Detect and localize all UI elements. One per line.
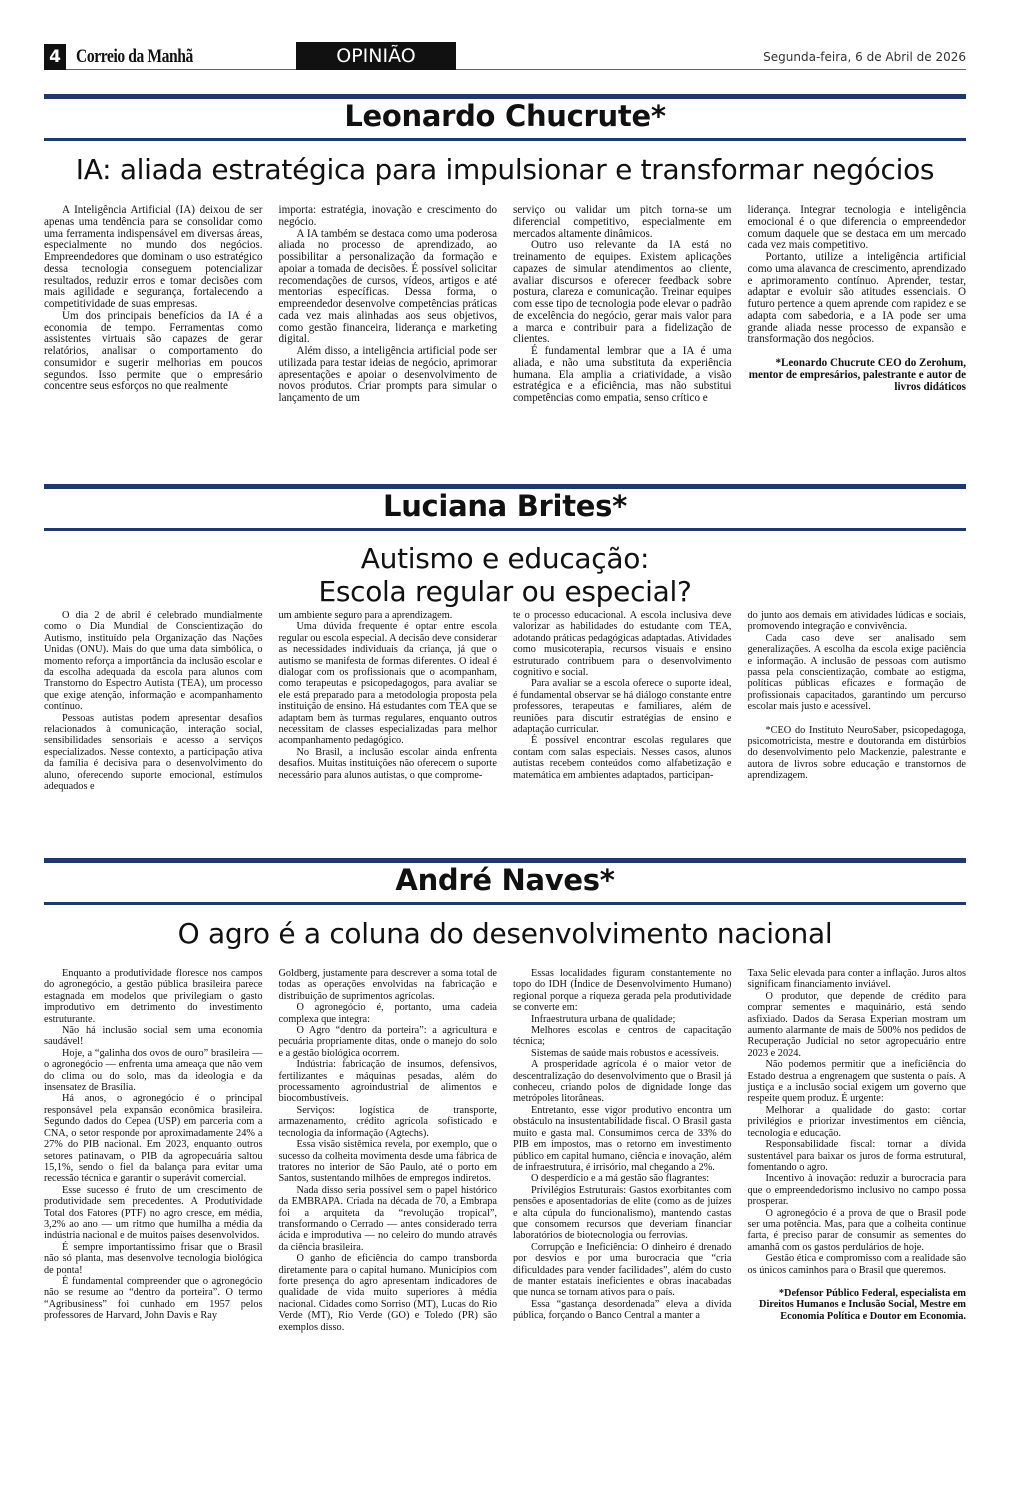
paragraph: Gestão ética e compromisso com a realidade são os únicos caminhos para o Brasil que queremos.	[747, 1253, 966, 1276]
column	[279, 968, 498, 1333]
divider	[44, 528, 966, 531]
paragraph: Serviços: logística de transporte, armazenamento, crédito agrícola sofisticado e tecnologia da informação (Agtechs).	[278, 1104, 497, 1139]
paragraph: O agronegócio é a prova de que o Brasil pode ser uma potência. Mas, para que a colheita continue farta, é preciso parar de consumir as sementes do amanhã com os gastos perdulários de hoje.	[747, 1207, 966, 1253]
paragraph: O desperdício e a má gestão são flagrantes:	[531, 1173, 710, 1185]
author-name: André Naves*	[395, 863, 615, 897]
paragraph: Essa visão sistêmica revela, por exemplo, que o sucesso da colheita movimenta desde uma fábrica de tratores no interior de São Paulo, até o porto em Santos, sustentando milhões de empregos indiretos.	[278, 1139, 497, 1185]
column	[513, 968, 732, 1333]
column	[44, 610, 263, 793]
divider	[44, 902, 966, 905]
paragraph: Nada disso seria possível sem o papel histórico da EMBRAPA. Criada na década de 70, a Embrapa foi a arquiteta da “revolução tropical”, transformando o Cerrado — antes considerado terra ácida e improdutiva — no celeiro do mundo através da ciência brasileira.	[278, 1184, 497, 1253]
paragraph: Essa “gastança desordenada” eleva a dívida pública, forçando o Banco Central a manter a	[513, 1298, 732, 1322]
column	[748, 968, 967, 1333]
paragraph: A Inteligência Artificial (IA) deixou de ser apenas uma tendência para se consolidar como uma ferramenta indispensável em diversas áreas, especialmente no mundo dos negócios. Empreendedores que dominam o uso estratégico dessa tecnologia conseguem potencializar resultados, reduzir erros e tomar decisões com mais agilidade e segurança, fortalecendo a competitividade de suas empresas.	[44, 204, 263, 310]
divider	[44, 138, 966, 141]
paragraph: É possível encontrar escolas regulares que contam com salas especiais. Nesses casos, alunos autistas recebem conteúdos como alfabetização e matemática em ambientes adaptados, participan-	[513, 735, 732, 781]
page-header	[44, 44, 966, 70]
paragraph: Para avaliar se a escola oferece o suporte ideal, é fundamental observar se há diálogo constante entre professores, terapeutas e familiares, além de reuniões para discutir estratégias de ensino e adaptação curricular.	[513, 678, 732, 736]
paragraph: Melhores escolas e centros de capacitação técnica;	[513, 1025, 732, 1048]
author-name: Leonardo Chucrute*	[344, 99, 666, 133]
headline-line: Autismo e educação:	[360, 542, 650, 575]
paragraph: No Brasil, a inclusão escolar ainda enfrenta desafios. Muitas instituições não oferecem o suporte necessário para alunos autistas, o que comprome-	[278, 746, 497, 781]
paragraph: Hoje, a “galinha dos ovos de ouro” brasileira — o agronegócio — enfrenta uma ameaça que não vem do clima ou do solo, mas da ideologia e da insensatez de Brasília.	[44, 1047, 263, 1094]
paragraph: Infraestrutura urbana de qualidade;	[531, 1013, 676, 1025]
column	[44, 205, 263, 405]
column	[279, 205, 498, 405]
paragraph: Melhorar a qualidade do gasto: cortar privilégios e priorizar investimentos em ciência, tecnologia e educação.	[747, 1104, 966, 1139]
headline-line: Escola regular ou especial?	[318, 575, 692, 608]
paragraph: O dia 2 de abril é celebrado mundialmente como o Dia Mundial de Conscientização do Autismo, instituído pela Organização das Nações Unidas (ONU). Mais do que uma data simbólica, o momento reforça a importância da inclusão escolar e da escolha adequada da escola para alunos com Transtorno do Espectro Autista (TEA), um processo que exige atenção, informação e acompanhamento contínuo.	[44, 610, 263, 713]
paragraph: Não há inclusão social sem uma economia saudável!	[44, 1025, 263, 1048]
paragraph: A prosperidade agrícola é o maior vetor de descentralização do desenvolvimento que o Brasil já conheceu, criando polos de dignidade longe das metrópoles litorâneas.	[513, 1059, 732, 1105]
paragraph: O produtor, que depende de crédito para comprar sementes e maquinário, está sendo asfixiado. Dados da Serasa Experian mostram um aumento alarmante de mais de 500% nos pedidos de Recuperação Judicial no setor agropecuário entre 2023 e 2024.	[747, 990, 966, 1059]
paragraph: Além disso, a inteligência artificial pode ser utilizada para testar ideias de negócio, aprimorar apresentações e apoiar o desenvolvimento de novos produtos. Criar prompts para simular o lançamento de um	[278, 345, 497, 404]
paragraph: Sistemas de saúde mais robustos e acessíveis.	[531, 1047, 719, 1059]
article-headline: O agro é a coluna do desenvolvimento nacional	[177, 917, 833, 950]
paragraph: O Agro “dentro da porteira”: a agricultura e pecuária propriamente ditas, onde o manejo do solo e a gestão biológica ocorrem.	[278, 1025, 497, 1059]
author-bio: *CEO do Instituto NeuroSaber, psicopedagoga, psicomotricista, mestre e doutoranda em distúrbios do desenvolvimento pelo Mackenzie, palestrante e autora de livros sobre educação e transtornos de aprendizagem.	[747, 724, 966, 782]
article-body	[44, 968, 966, 1333]
author-name: Luciana Brites*	[383, 489, 627, 523]
paragraph: Indústria: fabricação de insumos, defensivos, fertilizantes e máquinas pesadas, além do processamento agroindustrial de alimentos e biocombustíveis.	[278, 1059, 497, 1105]
paragraph: Essas localidades figuram constantemente no topo do IDH (Índice de Desenvolvimento Humano) regional porque a riqueza gerada pela produtividade se converte em:	[513, 968, 732, 1014]
article-body	[44, 205, 966, 405]
paragraph: Enquanto a produtividade floresce nos campos do agronegócio, a gestão pública brasileira parece estagnada em modelos que privilegiam o gasto improdutivo em detrimento do investimento estruturante.	[44, 968, 263, 1025]
paragraph: um ambiente seguro para a aprendizagem.	[278, 610, 453, 621]
paragraph: O agronegócio é, portanto, uma cadeia complexa que integra:	[278, 1002, 497, 1025]
section-tag: OPINIÃO	[296, 42, 456, 70]
author-bio: *Leonardo Chucrute CEO do Zerohum, mentor de empresários, palestrante e autor de livros didáticos	[748, 357, 966, 393]
paragraph: É sempre importantíssimo frisar que o Brasil não só planta, mas desenvolve tecnologia biológica de ponta!	[44, 1241, 263, 1276]
column	[279, 610, 498, 793]
paragraph: Privilégios Estruturais: Gastos exorbitantes com pensões e aposentadorias de elite (como as de juízes e alta cúpula do funcionalismo), mantendo castas que consomem recursos que deveriam financiar laboratórios de biotecnologia ou ferrovias.	[513, 1184, 732, 1242]
column	[748, 610, 967, 793]
paragraph: Esse sucesso é fruto de um crescimento de produtividade sem precedentes. A Produtividade Total dos Fatores (PTF) no agro cresce, em média, 3,2% ao ano — um ritmo que humilha a média da indústria nacional e de muitos países desenvolvidos.	[44, 1184, 263, 1242]
paragraph: É fundamental compreender que o agronegócio não se resume ao “dentro da porteira”. O termo “Agribusiness” foi cunhado em 1957 pelos professores de Harvard, John Davis e Ray	[44, 1275, 263, 1322]
issue-date: Segunda-feira, 6 de Abril de 2026	[763, 50, 966, 64]
article-body	[44, 610, 966, 793]
paragraph: Cada caso deve ser analisado sem generalizações. A escolha da escola exige paciência e informação. A inclusão de pessoas com autismo passa pela conscientização, combate ao estigma, políticas públicas eficazes e formação de profissionais capacitados, garantindo um percurso escolar mais justo e acessível.	[747, 632, 966, 713]
page-number: 4	[44, 44, 66, 70]
paragraph: Goldberg, justamente para descrever a soma total de todas as operações envolvidas na fabricação e distribuição de suprimentos agrícolas.	[278, 968, 497, 1002]
paragraph: Uma dúvida frequente é optar entre escola regular ou escola especial. A decisão deve considerar as necessidades individuais da criança, já que o autismo se manifesta de formas diferentes. O ideal é dialogar com os profissionais que o acompanham, como terapeutas e psicopedagogos, para avaliar se ele está preparado para a metodologia proposta pela instituição de ensino. Há estudantes com TEA que se adaptam bem às turmas regulares, enquanto outros necessitam de classes especializadas para melhor acompanhamento pedagógico.	[278, 621, 497, 747]
paragraph: do junto aos demais em atividades lúdicas e sociais, promovendo integração e convivência.	[747, 610, 966, 633]
paragraph: Não podemos permitir que a ineficiência do Estado destrua a engrenagem que sustenta o país. A justiça e a inclusão social exigem um governo que respeite quem produz. É urgente:	[747, 1059, 966, 1105]
paragraph: Outro uso relevante da IA está no treinamento de equipes. Existem aplicações capazes de simular atendimentos ao cliente, avaliar discursos e oferecer feedback sobre postura, clareza e comunicação. Treinar equipes com esse tipo de tecnologia pode elevar o padrão de excelência do negócio, gerar mais valor para a marca e contribuir para a fidelização de clientes.	[513, 239, 732, 346]
column	[748, 205, 967, 405]
article-headline: IA: aliada estratégica para impulsionar e transformar negócios	[75, 153, 935, 186]
paragraph: Entretanto, esse vigor produtivo encontra um obstáculo na insustentabilidade fiscal. O Brasil gasta muito e gasta mal. Consumimos cerca de 33% do PIB em impostos, mas o retorno em investimento público em capital humano, ciência e inovação, além de infraestrutura, é irrisório, mal chegando a 2%.	[513, 1104, 732, 1173]
column	[513, 205, 732, 405]
paragraph: te o processo educacional. A escola inclusiva deve valorizar as habilidades do estudante com TEA, adotando práticas pedagógicas adaptadas. Atividades como musicoterapia, recursos visuais e ensino estruturado contribuem para o desenvolvimento cognitivo e social.	[513, 610, 732, 679]
column	[513, 610, 732, 793]
paragraph: Um dos principais benefícios da IA é a economia de tempo. Ferramentas como assistentes virtuais são capazes de gerar relatórios, analisar o comportamento do consumidor e sugerir melhorias em poucos segundos. Isso permite que o empresário concentre seus esforços no que realmente	[44, 309, 263, 393]
paragraph: Portanto, utilize a inteligência artificial como uma alavanca de crescimento, aprendizado e aprimoramento contínuo. Aprender, testar, adaptar e evoluir são atitudes essenciais. O futuro pertence a quem aprende com rapidez e se adapta com sabedoria, e a IA pode ser uma grande aliada nesse processo de expansão e transformação dos negócios.	[747, 251, 966, 346]
column	[44, 968, 263, 1333]
paragraph: Taxa Selic elevada para conter a inflação. Juros altos significam financiamento inviável.	[747, 968, 966, 991]
article-headline	[44, 542, 966, 608]
paragraph: Corrupção e Ineficiência: O dinheiro é drenado por desvios e por uma burocracia que “cria dificuldades para vender facilidades”, além do custo de manter estatais ineficientes e obras inacabadas que nunca se tornam ativos para o país.	[513, 1241, 732, 1299]
author-bio: *Defensor Público Federal, especialista em Direitos Humanos e Inclusão Social, Mestre em Economia Política e Doutor em Economia.	[759, 1287, 966, 1322]
paragraph: O ganho de eficiência do campo transborda diretamente para o capital humano. Municípios com forte presença do agro apresentam indicadores de qualidade de vida muito superiores à média nacional. Cidades como Sorriso (MT), Lucas do Rio Verde (MT), Rio Verde (GO) e Toledo (PR) são exemplos disso.	[278, 1253, 497, 1333]
paragraph: liderança. Integrar tecnologia e inteligência emocional é o que diferencia o empreendedor comum daquele que se destaca em um mercado cada vez mais competitivo.	[747, 204, 966, 252]
paragraph: Há anos, o agronegócio é o principal responsável pela expansão econômica brasileira. Segundo dados do Cepea (USP) em parceria com a CNA, o setor responde por aproximadamente 24% a 27% do PIB nacional. Em 2023, enquanto outros setores patinavam, o PIB da agropecuária saltou 15,1%, sendo o fiel da balança para evitar uma recessão técnica e garantir o superávit comercial.	[44, 1093, 263, 1185]
paragraph: importa: estratégia, inovação e crescimento do negócio.	[278, 204, 497, 228]
paragraph: serviço ou validar um pitch torna-se um diferencial competitivo, especialmente em mercados altamente dinâmicos.	[513, 204, 732, 240]
paragraph: Responsabilidade fiscal: tornar a dívida sustentável para baixar os juros de forma estrutural, fomentando o agro.	[747, 1139, 966, 1173]
paragraph: Pessoas autistas podem apresentar desafios relacionados à comunicação, interação social, sensibilidades sensoriais e acesso a serviços especializados. Nesse contexto, a participação ativa da família é decisiva para o desenvolvimento do aluno, oferecendo suporte emocional, estímulos adequados e	[44, 712, 263, 793]
paragraph: Incentivo à inovação: reduzir a burocracia para que o empreendedorismo inclusivo no campo possa prosperar.	[747, 1173, 966, 1208]
paragraph: A IA também se destaca como uma poderosa aliada no processo de aprendizado, ao possibilitar a personalização da formação e apoiar a tomada de decisões. É possível solicitar recomendações de cursos, vídeos, artigos e até mentorias específicas. Dessa forma, o empreendedor desenvolve competências práticas cada vez mais alinhadas aos seus objetivos, como gestão financeira, liderança e marketing digital.	[278, 227, 497, 346]
newspaper-name: Correio da Manhã	[76, 46, 193, 67]
paragraph: É fundamental lembrar que a IA é uma aliada, e não uma substituta da experiência humana. Ela amplia a criatividade, a visão estratégica e a eficiência, mas não substitui competências como empatia, senso crítico e	[513, 345, 732, 404]
